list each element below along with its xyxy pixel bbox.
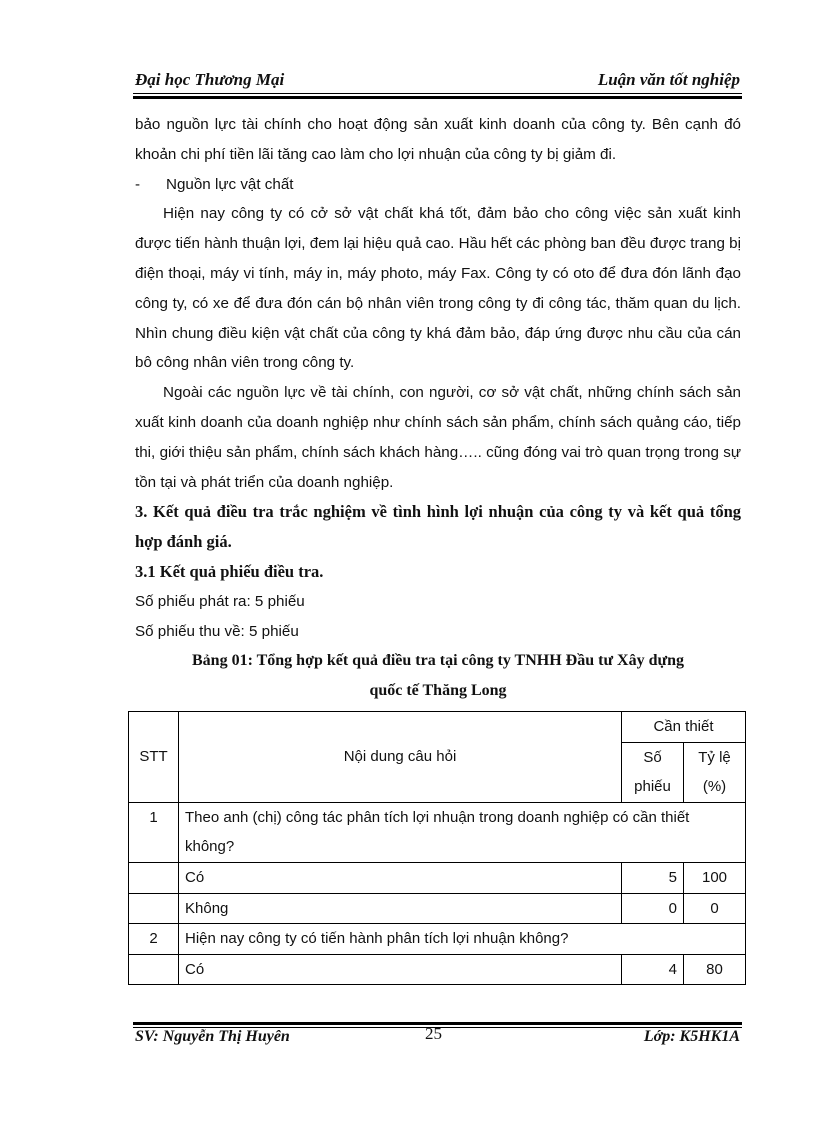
row-percent: 100 [684,862,746,893]
row-stt: 1 [129,802,179,862]
body-text [135,110,741,706]
header-rule-thick [133,96,742,99]
header-university: Đại học Thương Mại [135,70,285,89]
page-footer [135,1024,740,1050]
row-stt: 2 [129,924,179,955]
header-percent: Tỷ lệ (%) [684,742,746,802]
paragraph-financial: bảo nguồn lực tài chính cho hoạt động sản xuất kinh doanh của công ty. Bên cạnh đó khoản chi phí tiền lãi tăng cao làm cho lợi nhuận của công ty bị giảm đi. [135,116,741,163]
table-header-row [129,712,746,743]
row-stt [129,862,179,893]
paragraph-facilities: Hiện nay công ty có cở sở vật chất khá tốt, đảm bảo cho công việc sản xuất kinh được tiến hành thuận lợi, đem lại hiệu quả cao. Hầu hết các phòng ban đều được trang bị điện thoại, máy vi tính, máy in, máy photo, máy Fax. Công ty có oto để đưa đón lãnh đạo công ty, có xe để đưa đón cán bộ nhân viên trong công ty đi công tác, thăm quan du lịch. Nhìn chung điều kiện vật chất của công ty khá đảm bảo, đáp ứng được nhu cầu của cán bô công nhân viên trong công ty. [135,205,741,372]
table-row [129,924,746,955]
table-caption-line2: quốc tế Thăng Long [369,682,507,700]
header-rule-thin [133,93,742,94]
row-stt [129,893,179,924]
row-question: Hiện nay công ty có tiến hành phân tích lợi nhuận không? [179,924,746,955]
survey-returned-count: Số phiếu thu về: 5 phiếu [135,622,299,640]
footer-class: Lớp: K5HK1A [643,1028,740,1045]
section-heading-3: 3. Kết quả điều tra trắc nghiệm về tình hình lợi nhuận của công ty và kết quả tổng hợp đánh giá. [135,502,741,552]
table-row [129,893,746,924]
row-answer: Không [179,893,622,924]
header-thesis-title: Luận văn tốt nghiệp [597,70,740,89]
header-vote-count: Số phiếu [622,742,684,802]
header-necessary: Cần thiết [622,712,746,743]
page-number: 25 [425,1024,442,1043]
header-stt: STT [129,712,179,803]
table-caption-line1: Bảng 01: Tổng hợp kết quả điều tra tại công ty TNHH Đầu tư Xây dựng [192,652,684,670]
survey-issued-count: Số phiếu phát ra: 5 phiếu [135,592,305,610]
footer-student-name: SV: Nguyễn Thị Huyên [135,1028,290,1045]
table-row [129,862,746,893]
row-percent: 80 [684,954,746,985]
bullet-dash: - [135,175,141,193]
row-stt [129,954,179,985]
table-row [129,802,746,862]
row-count: 5 [622,862,684,893]
page-header [135,70,740,92]
row-percent: 0 [684,893,746,924]
bullet-item-material-resources [135,170,741,200]
header-question: Nội dung câu hỏi [179,712,622,803]
survey-results-table [128,711,746,985]
row-count: 4 [622,954,684,985]
bullet-text: Nguồn lực vật chất [166,175,294,193]
row-count: 0 [622,893,684,924]
table-row [129,954,746,985]
row-question: Theo anh (chị) công tác phân tích lợi nhuận trong doanh nghiệp có cần thiết không? [179,802,746,862]
paragraph-policies: Ngoài các nguồn lực về tài chính, con người, cơ sở vật chất, những chính sách sản xuất kinh doanh của doanh nghiệp như chính sách sản phẩm, chính sách quảng cáo, tiếp thi, giới thiệu sản phẩm, chính sách khách hàng….. cũng đóng vai trò quan trọng trong sự tồn tại và phát triển của doanh nghiệp. [135,384,741,491]
section-heading-3-1: 3.1 Kết quả phiếu điều tra. [135,561,324,581]
row-answer: Có [179,954,622,985]
row-answer: Có [179,862,622,893]
